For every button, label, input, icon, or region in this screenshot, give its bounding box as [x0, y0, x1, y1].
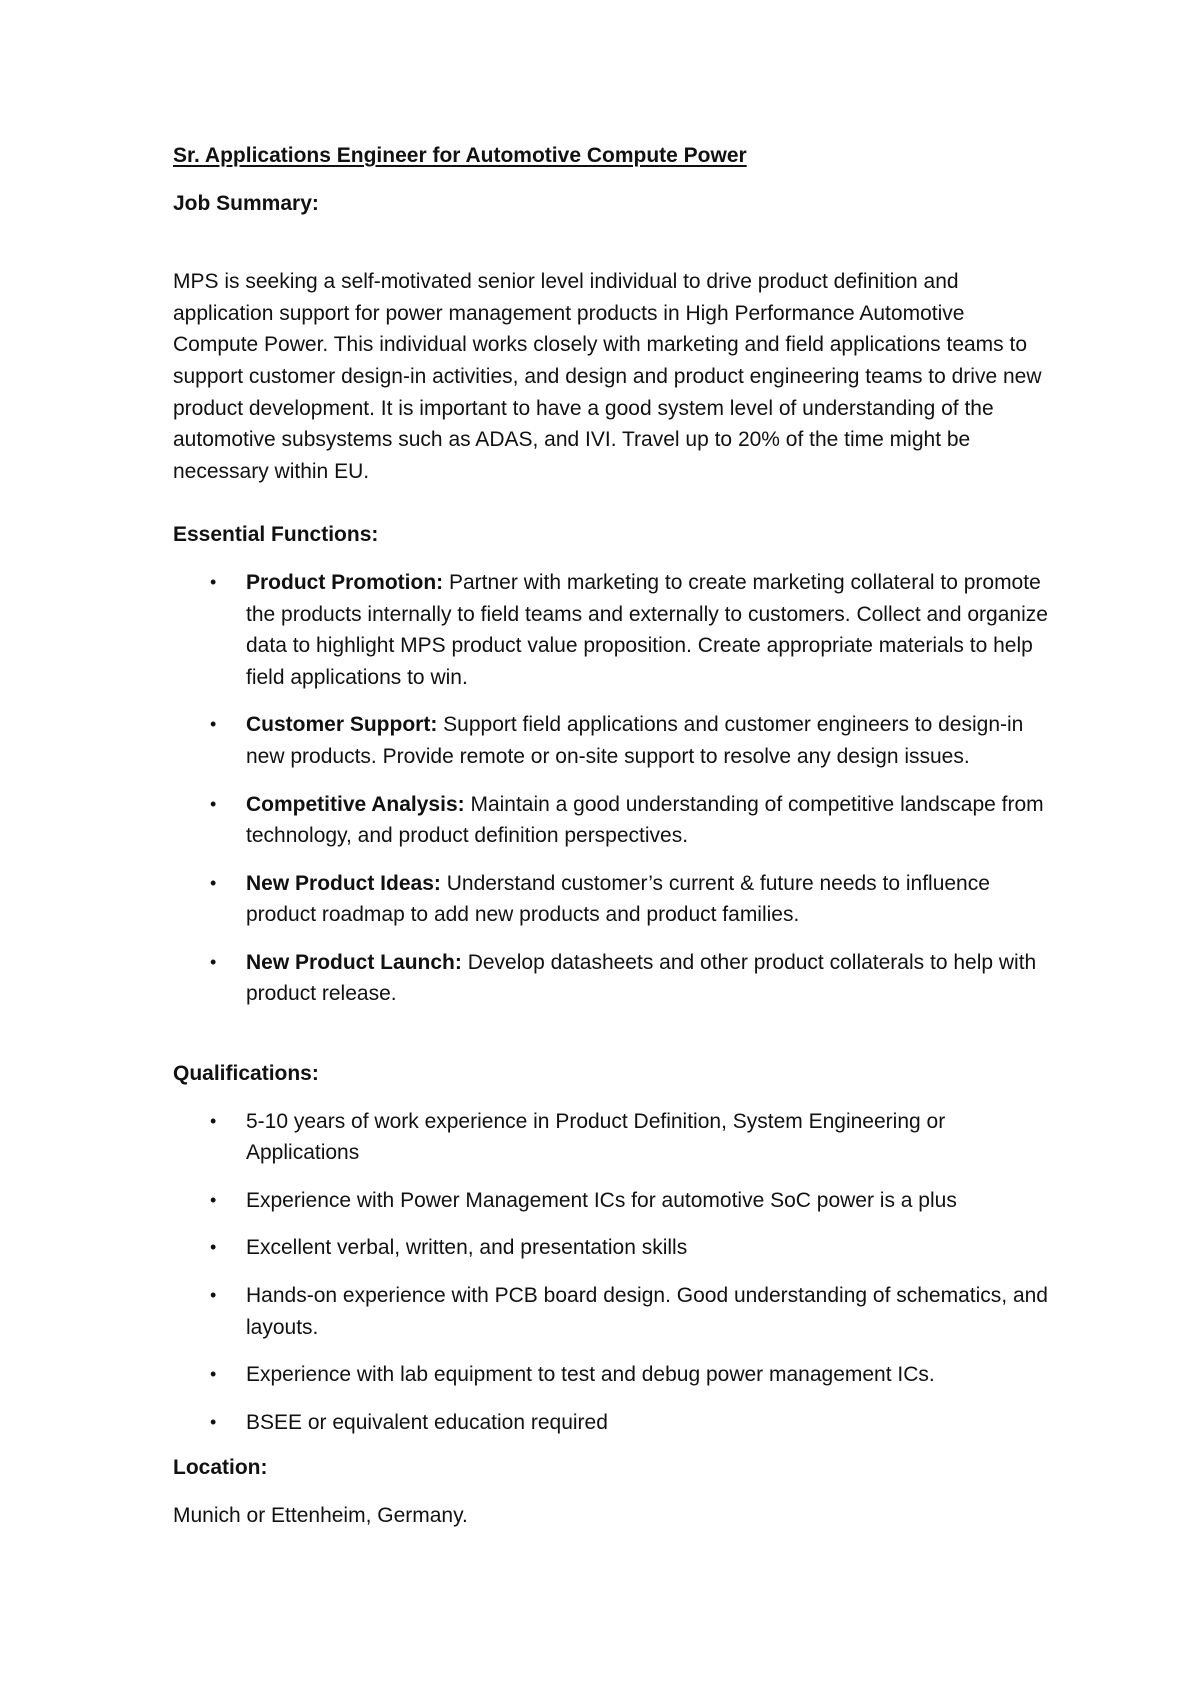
bullet-icon: • [210, 1285, 217, 1306]
list-item [173, 789, 1053, 852]
function-term: Competitive Analysis: [246, 792, 465, 816]
location-heading: Location: [173, 1456, 268, 1480]
list-item [173, 868, 1053, 931]
qualification-text: Experience with Power Management ICs for automotive SoC power is a plus [246, 1188, 957, 1212]
location-text: Munich or Ettenheim, Germany. [173, 1504, 468, 1527]
document-content [173, 140, 1053, 1532]
qualification-text: BSEE or equivalent education required [246, 1410, 608, 1434]
list-item [173, 1185, 1053, 1217]
bullet-icon: • [210, 714, 217, 735]
function-term: Customer Support: [246, 713, 438, 737]
function-text: Develop datasheets and other product collaterals to help with product release. [246, 950, 1037, 1006]
job-summary-heading: Job Summary: [173, 191, 319, 215]
bullet-icon: • [210, 872, 217, 893]
list-item [173, 1359, 1053, 1391]
bullet-icon: • [210, 1189, 217, 1210]
essential-functions-heading: Essential Functions: [173, 523, 379, 547]
job-summary-text: MPS is seeking a self-motivated senior level individual to drive product definition and application support for power management products in High Performance Automotive Compute Power. This individual works closely with marketing and field applications teams to support customer design-in activities, and design and product engineering teams to drive new product development. It is important to have a good system level of understanding of the automotive subsystems such as ADAS, and IVI. Travel up to 20% of the time might be necessary within EU. [173, 270, 1042, 483]
qualification-text: Hands-on experience with PCB board design. Good understanding of schematics, and layouts. [246, 1284, 1048, 1339]
bullet-icon: • [210, 571, 217, 592]
essential-functions-list [173, 567, 1053, 1010]
bullet-icon: • [210, 951, 217, 972]
function-text: Understand customer’s current & future needs to influence product roadmap to add new products and product families. [246, 871, 990, 927]
bullet-icon: • [210, 1237, 217, 1258]
job-title: Sr. Applications Engineer for Automotive Compute Power [173, 144, 747, 167]
function-term: Product Promotion: [246, 570, 444, 594]
list-item [173, 1280, 1053, 1343]
function-term: New Product Launch: [246, 950, 462, 974]
qualification-text: 5-10 years of work experience in Product Definition, System Engineering or Applications [246, 1109, 946, 1165]
qualifications-heading: Qualifications: [173, 1062, 319, 1086]
qualification-text: Excellent verbal, written, and presentation skills [246, 1236, 688, 1260]
function-text: Maintain a good understanding of competitive landscape from technology, and product definition perspectives. [246, 792, 1044, 848]
list-item [173, 1106, 1053, 1169]
qualification-text: Experience with lab equipment to test and debug power management ICs. [246, 1363, 935, 1387]
list-item [173, 947, 1053, 1010]
bullet-icon: • [210, 1110, 217, 1131]
list-item [173, 567, 1053, 693]
bullet-icon: • [210, 793, 217, 814]
list-item [173, 709, 1053, 772]
bullet-icon: • [210, 1411, 217, 1432]
function-text: Support field applications and customer engineers to design-in new products. Provide remote or on-site support to resolve any design issues. [246, 713, 1024, 768]
list-item [173, 1232, 1053, 1264]
function-text: Partner with marketing to create marketing collateral to promote the products internally to field teams and externally to customers. Collect and organize data to highlight MPS product value proposition. Create appropriate materials to help field applications to win. [246, 570, 1048, 689]
bullet-icon: • [210, 1364, 217, 1385]
function-term: New Product Ideas: [246, 871, 441, 895]
list-item [173, 1407, 1053, 1439]
qualifications-list [173, 1106, 1053, 1439]
